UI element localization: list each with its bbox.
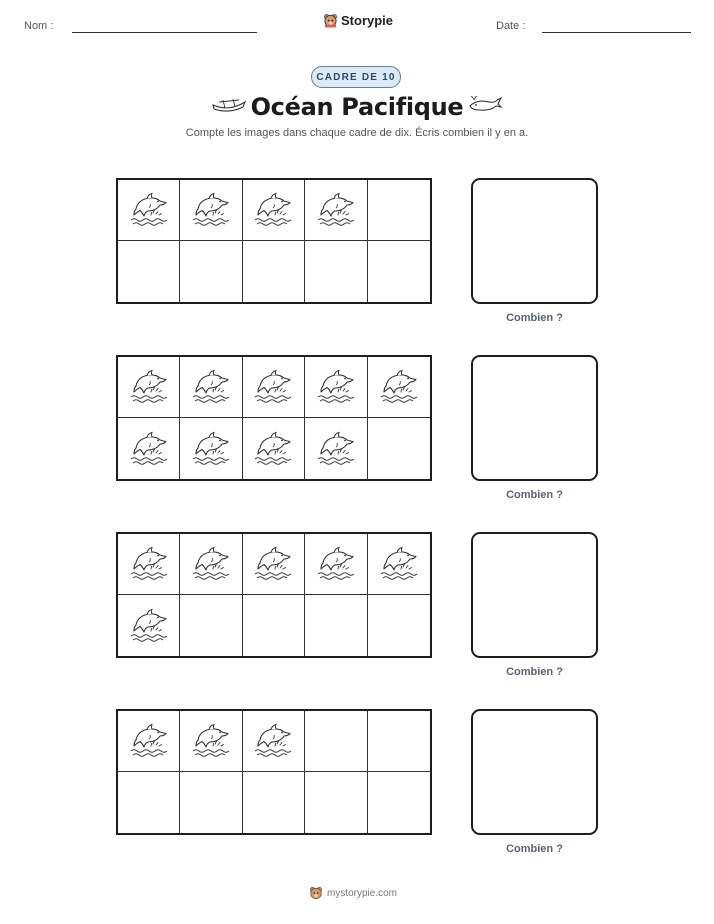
frame-cell [368, 241, 430, 302]
dolphin-icon [316, 430, 356, 468]
frame-cell [118, 595, 180, 656]
frame-cell [305, 534, 367, 595]
frame-cell [243, 418, 305, 479]
frame-cell [243, 180, 305, 241]
dolphin-icon [316, 545, 356, 583]
storypie-bear-icon [323, 13, 338, 28]
dolphin-icon [129, 191, 169, 229]
page-title: Océan Pacifique [250, 93, 464, 121]
frame-cell [305, 595, 367, 656]
frame-cell [368, 534, 430, 595]
frame-cell [180, 180, 242, 241]
ten-frame-3 [116, 532, 432, 658]
ten-frame-4 [116, 709, 432, 835]
frame-cell [368, 711, 430, 772]
frame-cell [118, 180, 180, 241]
combien-label-1: Combien ? [506, 312, 563, 324]
frame-cell [305, 180, 367, 241]
answer-box-2[interactable] [471, 355, 598, 481]
frame-cell [118, 772, 180, 833]
frame-cell [118, 418, 180, 479]
frame-cell [243, 711, 305, 772]
footer-url[interactable]: mystorypie.com [327, 887, 398, 899]
dolphin-icon [129, 368, 169, 406]
frame-cell [368, 180, 430, 241]
dolphin-icon [191, 722, 231, 760]
frame-cell [368, 357, 430, 418]
dolphin-icon [129, 722, 169, 760]
dolphin-icon [129, 607, 169, 645]
frame-cell [243, 595, 305, 656]
frame-cell [305, 241, 367, 302]
frame-cell [118, 534, 180, 595]
frame-cell [243, 357, 305, 418]
frame-cell [180, 595, 242, 656]
dolphin-icon [253, 191, 293, 229]
frame-cell [368, 772, 430, 833]
frame-cell [243, 241, 305, 302]
dolphin-icon [253, 722, 293, 760]
dolphin-icon [191, 368, 231, 406]
frame-cell [118, 357, 180, 418]
combien-label-4: Combien ? [506, 843, 563, 855]
dolphin-icon [316, 191, 356, 229]
frame-cell [368, 595, 430, 656]
brand-logo [323, 13, 393, 28]
ten-frame-1 [116, 178, 432, 304]
date-line[interactable] [542, 32, 691, 33]
dolphin-icon [253, 368, 293, 406]
frame-cell [305, 711, 367, 772]
whale-icon [467, 96, 503, 114]
frame-cell [243, 534, 305, 595]
frame-cell [305, 772, 367, 833]
dolphin-icon [191, 430, 231, 468]
dolphin-icon [253, 430, 293, 468]
frame-cell [180, 772, 242, 833]
name-line[interactable] [72, 32, 257, 33]
frame-cell [305, 357, 367, 418]
instructions: Compte les images dans chaque cadre de dix. Écris combien il y en a. [185, 127, 529, 139]
combien-label-2: Combien ? [506, 489, 563, 501]
dolphin-icon [379, 368, 419, 406]
dolphin-icon [129, 545, 169, 583]
frame-cell [180, 534, 242, 595]
dolphin-icon [191, 545, 231, 583]
frame-cell [305, 418, 367, 479]
dolphin-icon [379, 545, 419, 583]
frame-cell [118, 711, 180, 772]
answer-box-4[interactable] [471, 709, 598, 835]
answer-box-1[interactable] [471, 178, 598, 304]
footer [309, 886, 397, 900]
frame-cell [243, 772, 305, 833]
dolphin-icon [253, 545, 293, 583]
answer-box-3[interactable] [471, 532, 598, 658]
frame-cell [180, 711, 242, 772]
combien-label-3: Combien ? [506, 666, 563, 678]
activity-badge: CADRE DE 10 [311, 66, 401, 88]
date-label: Date : [496, 20, 526, 32]
name-label: Nom : [24, 20, 54, 32]
ten-frame-2 [116, 355, 432, 481]
dolphin-icon [191, 191, 231, 229]
dolphin-icon [316, 368, 356, 406]
storypie-bear-icon [309, 886, 323, 900]
frame-cell [180, 418, 242, 479]
dolphin-icon [129, 430, 169, 468]
frame-cell [180, 241, 242, 302]
frame-cell [180, 357, 242, 418]
frame-cell [118, 241, 180, 302]
frame-cell [368, 418, 430, 479]
brand-name: Storypie [341, 13, 394, 28]
